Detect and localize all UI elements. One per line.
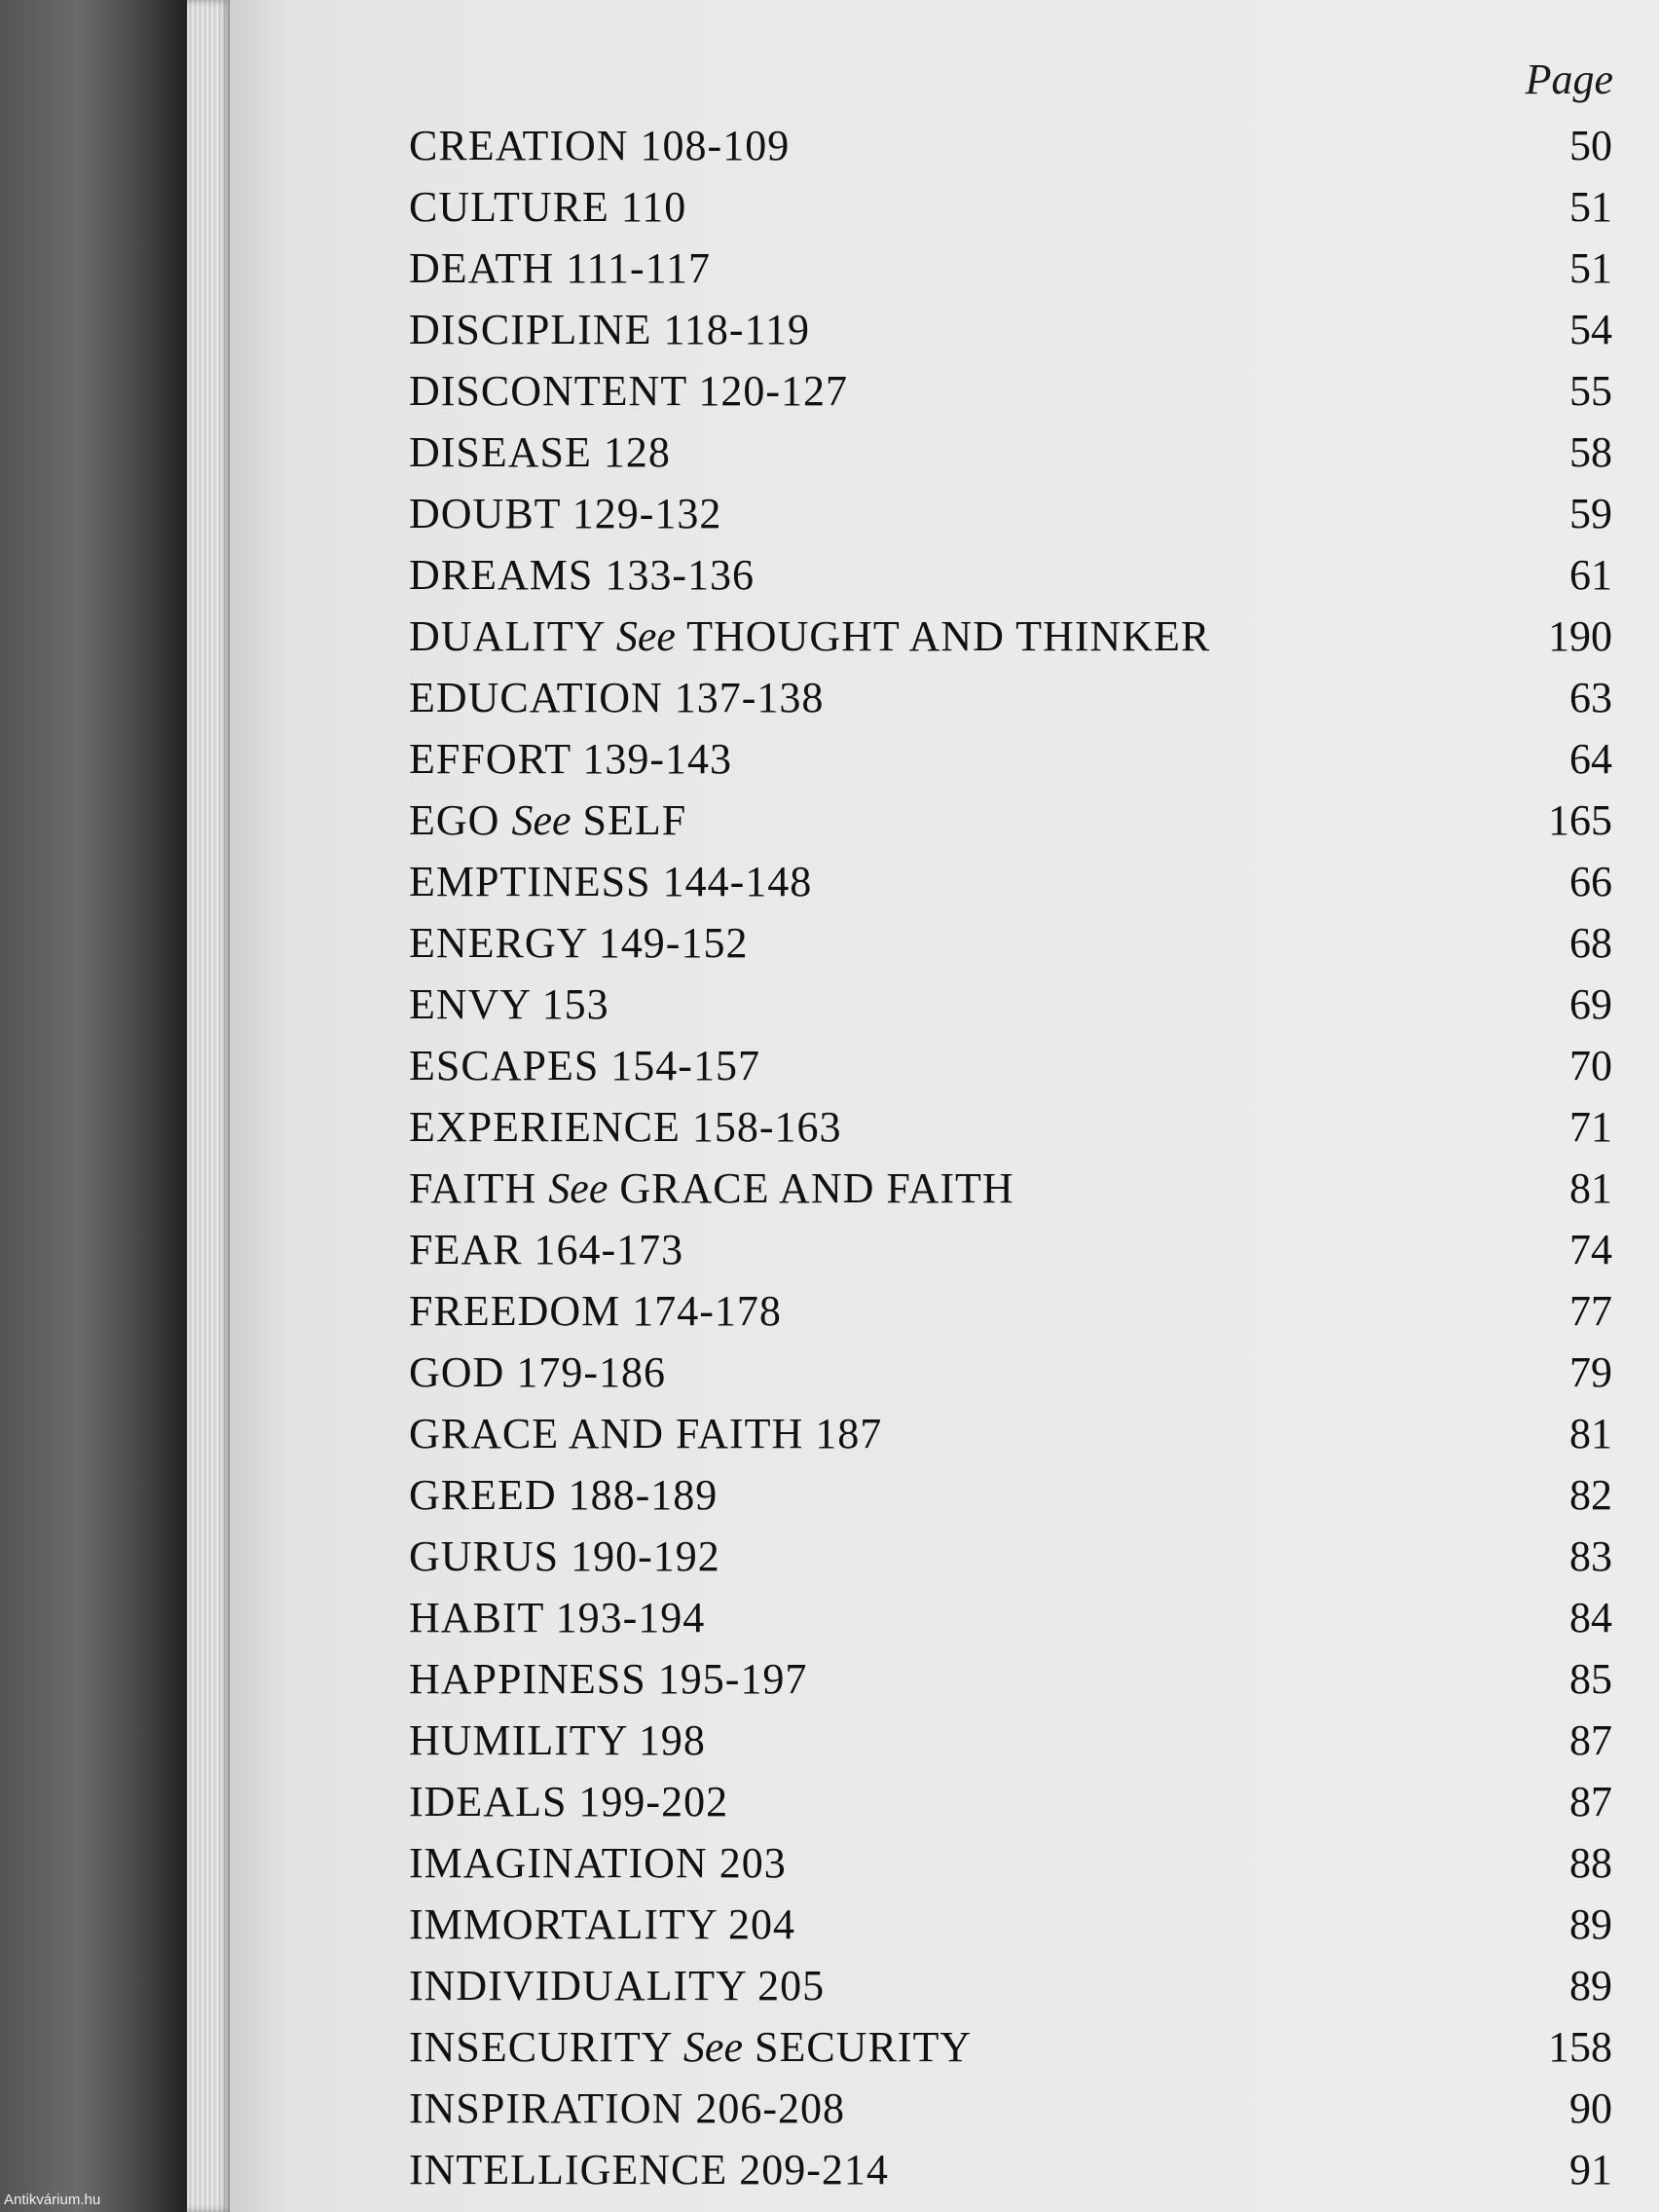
index-entry — [409, 851, 1612, 912]
index-entry-text — [409, 1096, 842, 1158]
index-entry — [409, 1158, 1612, 1219]
index-term: CULTURE 110 — [409, 183, 687, 231]
index-entry — [409, 544, 1612, 606]
index-page-number: 51 — [1569, 244, 1612, 292]
index-page-number: 55 — [1569, 367, 1612, 415]
index-entry-text — [409, 606, 1210, 667]
see-reference-target: GRACE AND FAITH — [619, 1164, 1014, 1212]
index-entry-text — [409, 1342, 666, 1403]
index-term: DUALITY — [409, 612, 605, 660]
index-entry — [409, 1403, 1612, 1464]
see-reference-target: SELF — [582, 796, 687, 844]
index-page-number: 64 — [1569, 735, 1612, 783]
see-reference-word: See — [615, 612, 676, 660]
index-entry-text — [409, 238, 711, 299]
index-entry — [409, 974, 1612, 1035]
see-reference-word: See — [548, 1164, 608, 1212]
watermark: Antikvárium.hu — [4, 2192, 101, 2208]
index-entry — [409, 1894, 1612, 1955]
index-page-number: 51 — [1569, 183, 1612, 231]
index-entry — [409, 790, 1612, 851]
index-entry — [409, 299, 1612, 360]
index-entry — [409, 1955, 1612, 2016]
index-page-number: 190 — [1548, 612, 1612, 660]
see-reference-word: See — [511, 796, 571, 844]
index-term: EFFORT 139-143 — [409, 735, 733, 783]
index-page-number: 50 — [1569, 122, 1612, 169]
index-entry — [409, 728, 1612, 790]
index-entry-text — [409, 2139, 889, 2200]
index-entry-text — [409, 1771, 728, 1832]
index-page-number: 68 — [1569, 919, 1612, 967]
index-entry-text — [409, 1158, 1014, 1219]
index-entry-text — [409, 1219, 683, 1280]
see-reference-target: SECURITY — [754, 2023, 973, 2071]
index-entry — [409, 1035, 1612, 1096]
index-term: EGO — [409, 796, 500, 844]
background-surface — [0, 0, 195, 2212]
index-entry-text — [409, 299, 810, 360]
index-page-number: 77 — [1569, 1287, 1612, 1335]
index-page-number: 91 — [1569, 2146, 1612, 2194]
index-page-number: 54 — [1569, 306, 1612, 353]
index-page-number: 58 — [1569, 428, 1612, 476]
index-entry-text — [409, 422, 671, 483]
index-entry-text — [409, 790, 686, 851]
index-entry-text — [409, 1403, 882, 1464]
index-term: FAITH — [409, 1164, 537, 1212]
book-page — [230, 0, 1659, 2212]
index-page-number: 71 — [1569, 1103, 1612, 1151]
index-term: GREED 188-189 — [409, 1471, 719, 1519]
index-term: INSECURITY — [409, 2023, 672, 2071]
index-term: FEAR 164-173 — [409, 1226, 684, 1273]
index-entry — [409, 238, 1612, 299]
index-page-number: 81 — [1569, 1164, 1612, 1212]
index-entry-text — [409, 176, 686, 238]
index-term: EDUCATION 137-138 — [409, 674, 825, 721]
index-term: DISCONTENT 120-127 — [409, 367, 849, 415]
index-term: ESCAPES 154-157 — [409, 1042, 760, 1089]
page-column-header: Page — [1525, 55, 1613, 103]
index-page-number: 165 — [1548, 796, 1612, 844]
index-term: HABIT 193-194 — [409, 1594, 706, 1641]
index-entry — [409, 912, 1612, 974]
index-entry — [409, 606, 1612, 667]
index-page-number: 85 — [1569, 1655, 1612, 1703]
index-entry-text — [409, 912, 748, 974]
contents-index-list — [409, 115, 1612, 2200]
index-term: INTELLIGENCE 209-214 — [409, 2146, 889, 2194]
index-entry — [409, 1280, 1612, 1342]
index-entry-text — [409, 1464, 718, 1526]
index-entry-text — [409, 2016, 972, 2078]
index-entry-text — [409, 544, 755, 606]
index-entry — [409, 1096, 1612, 1158]
index-entry — [409, 1219, 1612, 1280]
index-entry — [409, 483, 1612, 544]
index-page-number: 66 — [1569, 858, 1612, 905]
index-page-number: 79 — [1569, 1348, 1612, 1396]
see-reference-target: THOUGHT AND THINKER — [686, 612, 1211, 660]
index-entry — [409, 2016, 1612, 2078]
index-page-number: 83 — [1569, 1532, 1612, 1580]
index-entry — [409, 1710, 1612, 1771]
index-entry-text — [409, 667, 824, 728]
index-term: HUMILITY 198 — [409, 1716, 706, 1764]
index-page-number: 90 — [1569, 2084, 1612, 2132]
index-page-number: 70 — [1569, 1042, 1612, 1089]
index-term: GRACE AND FAITH 187 — [409, 1410, 883, 1457]
index-page-number: 82 — [1569, 1471, 1612, 1519]
index-entry — [409, 667, 1612, 728]
index-entry-text — [409, 1587, 705, 1648]
index-entry-text — [409, 483, 721, 544]
index-entry — [409, 2139, 1612, 2200]
index-entry — [409, 1587, 1612, 1648]
index-page-number: 89 — [1569, 1962, 1612, 2009]
index-entry — [409, 1771, 1612, 1832]
index-page-number: 63 — [1569, 674, 1612, 721]
index-entry-text — [409, 1648, 807, 1710]
index-entry — [409, 115, 1612, 176]
index-term: HAPPINESS 195-197 — [409, 1655, 808, 1703]
index-term: IMAGINATION 203 — [409, 1839, 787, 1887]
index-page-number: 158 — [1548, 2023, 1612, 2071]
index-entry — [409, 2078, 1612, 2139]
index-entry-text — [409, 1832, 787, 1894]
index-entry-text — [409, 1526, 720, 1587]
index-term: GOD 179-186 — [409, 1348, 666, 1396]
book-page-edges — [187, 0, 230, 2212]
index-entry-text — [409, 1035, 760, 1096]
index-term: ENERGY 149-152 — [409, 919, 749, 967]
index-entry — [409, 1526, 1612, 1587]
index-term: EXPERIENCE 158-163 — [409, 1103, 842, 1151]
index-entry — [409, 1648, 1612, 1710]
index-entry-text — [409, 1710, 706, 1771]
index-entry — [409, 1342, 1612, 1403]
index-page-number: 87 — [1569, 1778, 1612, 1825]
index-page-number: 87 — [1569, 1716, 1612, 1764]
index-entry — [409, 1832, 1612, 1894]
index-term: DEATH 111-117 — [409, 244, 711, 292]
index-entry — [409, 360, 1612, 422]
index-term: DREAMS 133-136 — [409, 551, 756, 599]
index-entry-text — [409, 1955, 825, 2016]
index-entry-text — [409, 974, 609, 1035]
index-entry — [409, 1464, 1612, 1526]
index-page-number: 81 — [1569, 1410, 1612, 1457]
index-term: IDEALS 199-202 — [409, 1778, 729, 1825]
index-term: DOUBT 129-132 — [409, 490, 722, 537]
index-page-number: 88 — [1569, 1839, 1612, 1887]
index-term: GURUS 190-192 — [409, 1532, 720, 1580]
index-term: INSPIRATION 206-208 — [409, 2084, 845, 2132]
index-term: INDIVIDUALITY 205 — [409, 1962, 826, 2009]
index-page-number: 74 — [1569, 1226, 1612, 1273]
index-entry — [409, 176, 1612, 238]
index-term: DISEASE 128 — [409, 428, 671, 476]
index-term: IMMORTALITY 204 — [409, 1900, 796, 1948]
index-entry — [409, 422, 1612, 483]
index-page-number: 69 — [1569, 980, 1612, 1028]
index-entry-text — [409, 2078, 845, 2139]
see-reference-word: See — [682, 2023, 743, 2071]
index-page-number: 59 — [1569, 490, 1612, 537]
index-term: ENVY 153 — [409, 980, 609, 1028]
index-entry-text — [409, 1280, 782, 1342]
index-entry-text — [409, 1894, 795, 1955]
index-term: FREEDOM 174-178 — [409, 1287, 782, 1335]
index-term: DISCIPLINE 118-119 — [409, 306, 810, 353]
index-entry-text — [409, 360, 848, 422]
index-entry-text — [409, 851, 812, 912]
index-entry-text — [409, 115, 790, 176]
index-page-number: 61 — [1569, 551, 1612, 599]
index-page-number: 84 — [1569, 1594, 1612, 1641]
index-entry-text — [409, 728, 732, 790]
index-page-number: 89 — [1569, 1900, 1612, 1948]
index-term: EMPTINESS 144-148 — [409, 858, 813, 905]
index-term: CREATION 108-109 — [409, 122, 791, 169]
